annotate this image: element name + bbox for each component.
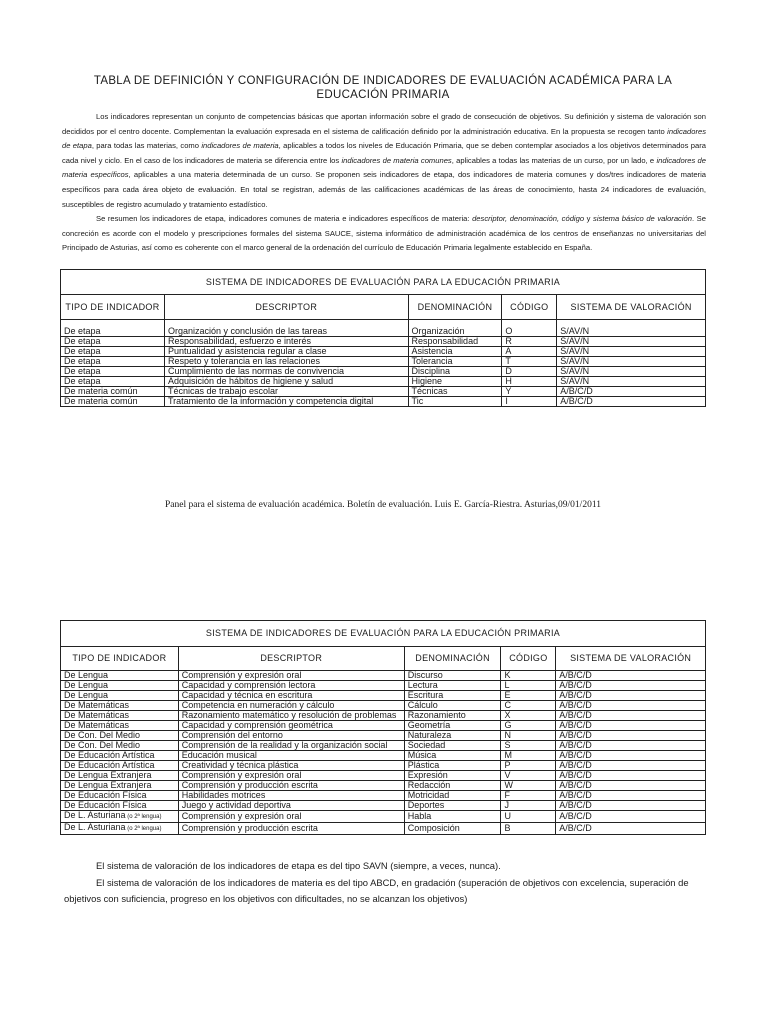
table-cell: N — [501, 731, 556, 741]
column-header: TIPO DE INDICADOR — [61, 295, 165, 320]
table-cell: H — [502, 377, 557, 387]
table-row — [61, 367, 706, 377]
table-cell: De Matemáticas — [61, 701, 179, 711]
emphasis: indicadores de materia — [201, 141, 279, 151]
table-cell: De Lengua Extranjera — [61, 771, 179, 781]
table-row — [61, 711, 706, 721]
table-cell: Organización y conclusión de las tareas — [164, 320, 408, 337]
table-cell: De Lengua — [61, 681, 179, 691]
table-cell: Discurso — [404, 671, 501, 681]
table-cell: De L. Asturiana (o 2ª lengua) — [61, 823, 179, 835]
table-row — [61, 387, 706, 397]
table-cell: Habilidades motrices — [178, 791, 404, 801]
page-title: TABLA DE DEFINICIÓN Y CONFIGURACIÓN DE INDICADORES DE EVALUACIÓN ACADÉMICA PARA LA EDUCACIÓN PRIMARIA — [93, 75, 673, 101]
table-cell: Comprensión y expresión oral — [178, 671, 404, 681]
table-row — [61, 721, 706, 731]
text-run: . Se concreción es acorde con el modelo y prescripciones formales del sistema SAUCE, sistema informático de administración académica de los centros de enseñanzas no universitarias del Principado de Asturias, así como es coherente con el marco general de la ordenación del currículo de Educación Primaria legalmente establecido en España. — [62, 214, 706, 253]
table-cell: Comprensión y expresión oral — [178, 811, 404, 823]
table-cell: De Matemáticas — [61, 711, 179, 721]
table-cell: J — [501, 801, 556, 811]
table-cell: Composición — [404, 823, 501, 835]
table-cell: C — [501, 701, 556, 711]
lang-suffix: (o 2ª lengua) — [125, 814, 162, 820]
column-header: DENOMINACIÓN — [404, 647, 501, 671]
emphasis: descriptor, denominación, código — [472, 214, 585, 224]
table-cell: A/B/C/D — [556, 823, 706, 835]
intro-text — [62, 110, 706, 256]
table-row — [61, 791, 706, 801]
text-run: , para todas las materias, como — [91, 141, 202, 151]
table-row — [61, 691, 706, 701]
table-cell: T — [502, 357, 557, 367]
table-cell: A/B/C/D — [556, 731, 706, 741]
table-cell: De etapa — [61, 357, 165, 367]
table-row — [61, 320, 706, 337]
table-cell: Comprensión del entorno — [178, 731, 404, 741]
table-cell: Tolerancia — [408, 357, 502, 367]
table-cell: O — [502, 320, 557, 337]
table-cell: A/B/C/D — [556, 801, 706, 811]
table-cell: Música — [404, 751, 501, 761]
table-cell: A/B/C/D — [556, 711, 706, 721]
table-cell: Competencia en numeración y cálculo — [178, 701, 404, 711]
table-cell: De Lengua — [61, 671, 179, 681]
table-row — [61, 771, 706, 781]
table-cell: De materia común — [61, 387, 165, 397]
table-cell: S/AV/N — [557, 357, 706, 367]
table-cell: L — [501, 681, 556, 691]
closing-paragraph-2: El sistema de valoración de los indicadores de materia es del tipo ABCD, en gradación (superación de objetivos con excelencia, superación de objetivos con suficiencia, progreso en los objetivos con dificultades, no se alcanzan los objetivos) — [64, 876, 689, 904]
table-caption: SISTEMA DE INDICADORES DE EVALUACIÓN PARA LA EDUCACIÓN PRIMARIA — [61, 270, 706, 295]
table-cell: Expresión — [404, 771, 501, 781]
table-cell: Naturaleza — [404, 731, 501, 741]
table-cell: Puntualidad y asistencia regular a clase — [164, 347, 408, 357]
table-cell: Razonamiento — [404, 711, 501, 721]
column-header: CÓDIGO — [501, 647, 556, 671]
table-cell: Escritura — [404, 691, 501, 701]
table-cell: Juego y actividad deportiva — [178, 801, 404, 811]
table-cell: De Educación Física — [61, 791, 179, 801]
footer-note: Panel para el sistema de evaluación académica. Boletín de evaluación. Luis E. García-Riestra. Asturias,09/01/2011 — [165, 500, 601, 510]
table-cell: A/B/C/D — [556, 721, 706, 731]
table-cell: De etapa — [61, 367, 165, 377]
table-cell: A/B/C/D — [556, 781, 706, 791]
table-row — [61, 801, 706, 811]
table-cell: Asistencia — [408, 347, 502, 357]
table-row — [61, 823, 706, 835]
table-cell: De Educación Física — [61, 801, 179, 811]
closing-paragraph-1: El sistema de valoración de los indicadores de etapa es del tipo SAVN (siempre, a veces, nunca). — [96, 860, 501, 871]
intro-paragraph-2 — [62, 212, 706, 256]
table-cell: P — [501, 761, 556, 771]
table-cell: A — [502, 347, 557, 357]
table-cell: W — [501, 781, 556, 791]
table-cell: K — [501, 671, 556, 681]
table-cell: De etapa — [61, 377, 165, 387]
table-cell: De Educación Artística — [61, 751, 179, 761]
table-cell: S/AV/N — [557, 367, 706, 377]
table-cell: A/B/C/D — [556, 741, 706, 751]
table-cell: Técnicas de trabajo escolar — [164, 387, 408, 397]
table-cell: Comprensión de la realidad y la organización social — [178, 741, 404, 751]
table-row — [61, 811, 706, 823]
text-run: Se resumen los indicadores de etapa, indicadores comunes de materia e indicadores específicos de materia: — [96, 214, 473, 224]
emphasis: sistema básico de valoración — [593, 214, 692, 224]
text-run: y — [584, 214, 594, 224]
table-cell: Sociedad — [404, 741, 501, 751]
column-header: DENOMINACIÓN — [408, 295, 502, 320]
table-cell: De Lengua — [61, 691, 179, 701]
table-cell: Adquisición de hábitos de higiene y salud — [164, 377, 408, 387]
emphasis: indicadores de materia específicos — [62, 155, 706, 180]
column-header: SISTEMA DE VALORACIÓN — [557, 295, 706, 320]
table-cell: Tic — [408, 397, 502, 407]
table-cell: Responsabilidad — [408, 337, 502, 347]
table-cell: G — [501, 721, 556, 731]
column-header: SISTEMA DE VALORACIÓN — [556, 647, 706, 671]
table-cell: De etapa — [61, 337, 165, 347]
table-cell: B — [501, 823, 556, 835]
table-row — [61, 741, 706, 751]
closing-text — [64, 858, 714, 908]
table-cell: S/AV/N — [557, 377, 706, 387]
table-caption: SISTEMA DE INDICADORES DE EVALUACIÓN PARA LA EDUCACIÓN PRIMARIA — [61, 621, 706, 647]
table-row — [61, 731, 706, 741]
table-row — [61, 751, 706, 761]
table-cell: A/B/C/D — [556, 751, 706, 761]
table-cell: A/B/C/D — [556, 771, 706, 781]
table-cell: De Educación Artística — [61, 761, 179, 771]
table-row — [61, 397, 706, 407]
text-run: , aplicables a todas las materias de un curso, por un lado, e — [451, 155, 657, 165]
table-row — [61, 681, 706, 691]
table-row — [61, 347, 706, 357]
table-cell: Cumplimiento de las normas de convivencia — [164, 367, 408, 377]
table-cell: Capacidad y técnica en escritura — [178, 691, 404, 701]
text-run: , aplicables a todos los niveles de Educación Primaria, que se deben contemplar asociados a los objetivos determinados para cada nivel y ciclo. En el caso de los indicadores de materia se diferencia entre los — [62, 141, 706, 165]
table-cell: Geometría — [404, 721, 501, 731]
table-cell: X — [501, 711, 556, 721]
table-cell: D — [502, 367, 557, 377]
table-cell: A/B/C/D — [556, 671, 706, 681]
indicators-table-materia — [60, 620, 706, 835]
table-cell: A/B/C/D — [556, 701, 706, 711]
table-cell: Deportes — [404, 801, 501, 811]
table-row — [61, 671, 706, 681]
table-cell: Creatividad y técnica plástica — [178, 761, 404, 771]
table-cell: Higiene — [408, 377, 502, 387]
table-cell: Habla — [404, 811, 501, 823]
table-cell: Educación musical — [178, 751, 404, 761]
table-row — [61, 377, 706, 387]
emphasis: indicadores de etapa — [62, 126, 706, 151]
table-cell: F — [501, 791, 556, 801]
table-row — [61, 701, 706, 711]
table-cell: Tratamiento de la información y competencia digital — [164, 397, 408, 407]
table-row — [61, 761, 706, 771]
table-cell: A/B/C/D — [556, 791, 706, 801]
table-cell: Cálculo — [404, 701, 501, 711]
table-cell: Plástica — [404, 761, 501, 771]
text-run: , aplicables a una materia determinada de un curso. Se proponen seis indicadores de etapa, dos indicadores de materia comunes y dos/tres indicadores de materia específicos para cada área objeto de evaluación. En total se registran, además de las calificaciones académicas de las áreas de conocimiento, hasta 24 indicadores de evaluación, susceptibles de registro acumulado y tratamiento estadístico. — [62, 170, 706, 209]
table-cell: A/B/C/D — [557, 397, 706, 407]
table-cell: U — [501, 811, 556, 823]
table-cell: V — [501, 771, 556, 781]
table-cell: De L. Asturiana (o 2ª lengua) — [61, 811, 179, 823]
table-cell: R — [502, 337, 557, 347]
indicators-table-etapa — [60, 269, 706, 407]
intro-paragraph-1 — [62, 110, 706, 212]
table-cell: Capacidad y comprensión geométrica — [178, 721, 404, 731]
column-header: CÓDIGO — [502, 295, 557, 320]
table-cell: Motricidad — [404, 791, 501, 801]
table-cell: Lectura — [404, 681, 501, 691]
table-cell: Comprensión y producción escrita — [178, 823, 404, 835]
emphasis: indicadores de materia comunes — [341, 155, 452, 165]
column-header: DESCRIPTOR — [164, 295, 408, 320]
table-cell: De Con. Del Medio — [61, 731, 179, 741]
table-cell: S/AV/N — [557, 347, 706, 357]
lang-suffix: (o 2ª lengua) — [125, 826, 162, 832]
table-cell: S — [501, 741, 556, 751]
table-cell: Disciplina — [408, 367, 502, 377]
table-cell: De Lengua Extranjera — [61, 781, 179, 791]
table-cell: Organización — [408, 320, 502, 337]
table-cell: De Matemáticas — [61, 721, 179, 731]
column-header: TIPO DE INDICADOR — [61, 647, 179, 671]
table-cell: S/AV/N — [557, 320, 706, 337]
table-cell: A/B/C/D — [556, 691, 706, 701]
table-cell: I — [502, 397, 557, 407]
table-cell: Redacción — [404, 781, 501, 791]
table-cell: Comprensión y producción escrita — [178, 781, 404, 791]
table-row — [61, 357, 706, 367]
table-cell: M — [501, 751, 556, 761]
table-cell: A/B/C/D — [556, 811, 706, 823]
table-cell: Y — [502, 387, 557, 397]
table-cell: Respeto y tolerancia en las relaciones — [164, 357, 408, 367]
table-cell: De Con. Del Medio — [61, 741, 179, 751]
table-cell: De etapa — [61, 320, 165, 337]
table-cell: E — [501, 691, 556, 701]
table-cell: De etapa — [61, 347, 165, 357]
table-row — [61, 781, 706, 791]
text-run: Los indicadores representan un conjunto de competencias básicas que aportan información sobre el grado de consecución de objetivos. Su definición y sistema de valoración son decididos por el centro docente. Complementan la evaluación expresada en el sistema de calificación definido por la administración educativa. En la propuesta se recogen tanto — [62, 112, 706, 136]
table-cell: Técnicas — [408, 387, 502, 397]
table-cell: A/B/C/D — [557, 387, 706, 397]
table-cell: Razonamiento matemático y resolución de problemas — [178, 711, 404, 721]
table-cell: Comprensión y expresión oral — [178, 771, 404, 781]
table-row — [61, 337, 706, 347]
table-cell: Capacidad y comprensión lectora — [178, 681, 404, 691]
table-cell: Responsabilidad, esfuerzo e interés — [164, 337, 408, 347]
column-header: DESCRIPTOR — [178, 647, 404, 671]
table-cell: De materia común — [61, 397, 165, 407]
table-cell: S/AV/N — [557, 337, 706, 347]
table-cell: A/B/C/D — [556, 761, 706, 771]
table-cell: A/B/C/D — [556, 681, 706, 691]
